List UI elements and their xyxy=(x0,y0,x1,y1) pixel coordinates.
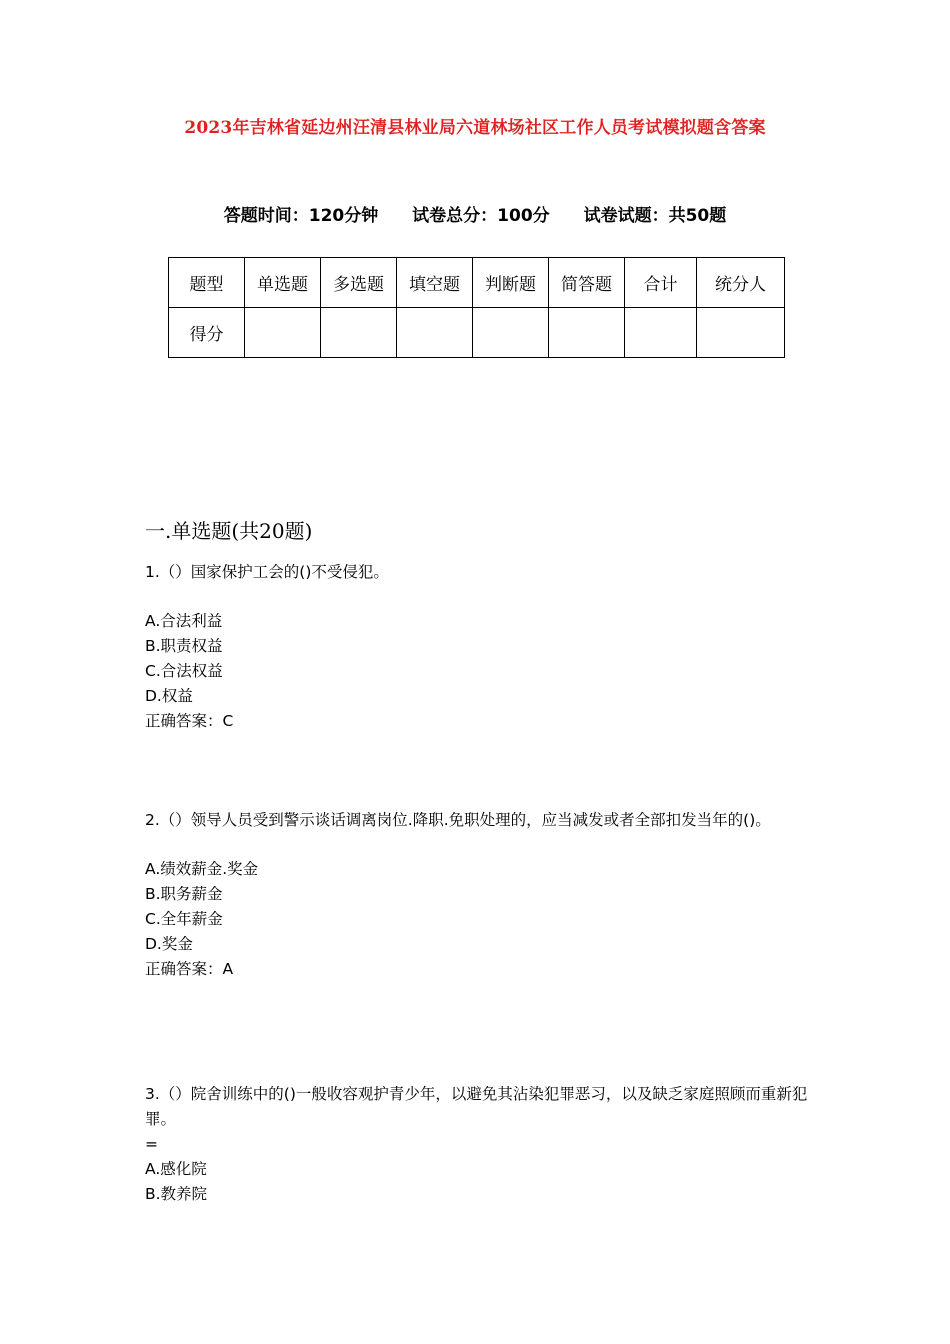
score-table xyxy=(168,257,785,358)
question-stem: 1.（）国家保护工会的()不受侵犯。 xyxy=(145,563,389,581)
exam-meta xyxy=(0,201,950,226)
score-table-score-row xyxy=(169,308,785,358)
score-table-header-cell: 多选题 xyxy=(321,258,397,308)
question-stem: 2.（）领导人员受到警示谈话调离岗位.降职.免职处理的，应当减发或者全部扣发当年的()。 xyxy=(145,811,771,829)
question-option: B.教养院 xyxy=(145,1185,208,1203)
score-cell xyxy=(245,308,321,358)
question-option: A.绩效薪金.奖金 xyxy=(145,860,259,878)
score-row-label: 得分 xyxy=(169,308,245,358)
score-cell xyxy=(697,308,785,358)
score-cell xyxy=(321,308,397,358)
exam-time: 答题时间：120分钟 xyxy=(223,206,379,226)
question-option: B.职务薪金 xyxy=(145,885,223,903)
score-cell xyxy=(473,308,549,358)
question-2 xyxy=(145,808,810,982)
question-extra-mark: = xyxy=(145,1135,158,1153)
score-table-header-cell: 合计 xyxy=(625,258,697,308)
score-cell xyxy=(397,308,473,358)
correct-answer: 正确答案：C xyxy=(145,712,234,730)
score-table-header-cell: 题型 xyxy=(169,258,245,308)
score-table-header-cell: 填空题 xyxy=(397,258,473,308)
question-option: C.合法权益 xyxy=(145,662,223,680)
question-stem: 3.（）院舍训练中的()一般收容观护青少年，以避免其沾染犯罪恶习，以及缺乏家庭照顾而重新犯罪。 xyxy=(145,1085,808,1128)
question-option: C.全年薪金 xyxy=(145,910,223,928)
score-table-header-cell: 统分人 xyxy=(697,258,785,308)
section-title: 一.单选题(共20题) xyxy=(145,519,313,543)
score-table-header-cell: 单选题 xyxy=(245,258,321,308)
question-option: A.感化院 xyxy=(145,1160,207,1178)
score-cell xyxy=(549,308,625,358)
score-table-header-cell: 判断题 xyxy=(473,258,549,308)
score-cell xyxy=(625,308,697,358)
correct-answer: 正确答案：A xyxy=(145,960,234,978)
score-table-header-row xyxy=(169,258,785,308)
exam-total-score: 试卷总分：100分 xyxy=(412,206,550,226)
question-option: D.奖金 xyxy=(145,935,193,953)
question-option: A.合法利益 xyxy=(145,612,223,630)
exam-question-count: 试卷试题：共50题 xyxy=(583,206,727,226)
score-table-header-cell: 简答题 xyxy=(549,258,625,308)
document-title: 2023年吉林省延边州汪清县林业局六道林场社区工作人员考试模拟题含答案 xyxy=(184,118,766,138)
question-option: D.权益 xyxy=(145,687,193,705)
question-1 xyxy=(145,560,810,734)
question-3 xyxy=(145,1082,810,1207)
question-option: B.职责权益 xyxy=(145,637,223,655)
